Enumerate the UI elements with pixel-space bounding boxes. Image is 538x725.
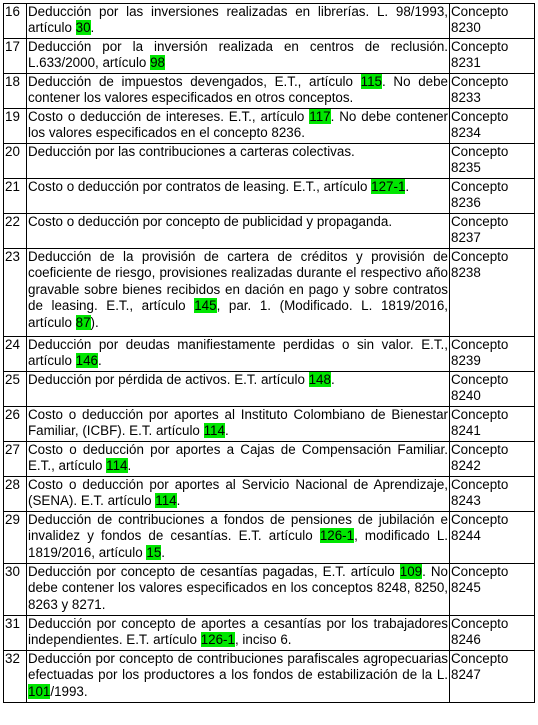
concept-number: 8234 <box>451 125 481 141</box>
concept-code <box>450 616 535 651</box>
concept-code <box>450 214 535 249</box>
description-text: . <box>224 423 229 439</box>
row-description <box>27 564 450 616</box>
description-text: Costo o deducción de intereses. E.T., artículo <box>28 109 310 124</box>
article-reference-highlight: 109 <box>399 564 423 579</box>
article-reference-highlight: 126-1 <box>200 632 235 648</box>
article-reference-highlight: 115 <box>360 74 383 89</box>
table-row <box>4 407 535 442</box>
concept-label: Concepto <box>451 407 509 422</box>
concept-label: Concepto <box>451 564 509 579</box>
table-row <box>4 74 535 109</box>
table-row <box>4 442 535 477</box>
concept-code <box>450 651 535 703</box>
concept-code <box>450 74 535 109</box>
description-text: Deducción por deudas manifiestamente perdidas o sin valor. E.T., artículo <box>28 337 448 369</box>
concept-label: Concepto <box>451 109 509 124</box>
description-text: . <box>176 493 181 509</box>
row-number: 29 <box>4 512 27 564</box>
row-description <box>27 651 450 703</box>
description-text: . No debe contener los valores especificados en otros conceptos. <box>28 74 448 106</box>
row-description <box>27 109 450 144</box>
concept-label: Concepto <box>451 512 509 527</box>
concept-code <box>450 477 535 512</box>
concept-number: 8230 <box>451 20 481 36</box>
description-text: Deducción por concepto de aportes a cesantías por los trabajadores independientes. E.T. artículo <box>28 616 448 648</box>
article-reference-highlight: 114 <box>203 423 225 439</box>
article-reference-highlight: 114 <box>106 458 128 474</box>
article-reference-highlight: 148 <box>308 372 331 387</box>
concept-code <box>450 4 535 39</box>
table-row <box>4 564 535 616</box>
row-number: 25 <box>4 372 27 407</box>
row-number: 17 <box>4 39 27 74</box>
description-text: Deducción por las inversiones realizadas en librerías. L. 98/1993, artículo <box>28 4 448 36</box>
concept-number: 8237 <box>451 230 481 246</box>
concept-number: 8242 <box>451 458 481 474</box>
description-text: , inciso 6. <box>234 632 292 648</box>
article-reference-highlight: 87 <box>75 314 91 330</box>
concept-code <box>450 144 535 179</box>
concept-label: Concepto <box>451 249 509 264</box>
description-text: . <box>97 353 102 369</box>
description-text: Costo o deducción por concepto de publicidad y propaganda. <box>28 214 393 229</box>
description-text: . <box>90 20 95 36</box>
row-number: 22 <box>4 214 27 249</box>
article-reference-highlight: 30 <box>75 20 91 36</box>
concepts-table-body <box>4 4 535 703</box>
article-reference-highlight: 145 <box>194 298 217 314</box>
description-text: Deducción por concepto de cesantías pagadas, E.T. artículo <box>28 564 400 579</box>
concept-code <box>450 337 535 372</box>
row-number: 18 <box>4 74 27 109</box>
concept-label: Concepto <box>451 651 509 666</box>
article-reference-highlight: 146 <box>75 353 98 369</box>
concept-number: 8243 <box>451 493 481 509</box>
table-row <box>4 214 535 249</box>
table-row <box>4 249 535 337</box>
concept-code <box>450 39 535 74</box>
article-reference-highlight: 114 <box>155 493 177 509</box>
row-description <box>27 442 450 477</box>
row-description <box>27 144 450 179</box>
description-text: Costo o deducción por aportes al Servicio Nacional de Aprendizaje, (SENA). E.T. artículo <box>28 477 448 509</box>
row-description <box>27 337 450 372</box>
row-description <box>27 4 450 39</box>
concept-number: 8244 <box>451 528 481 544</box>
table-row <box>4 109 535 144</box>
description-text: , par. 1. (Modificado. L. 1819/2016, artículo <box>28 298 448 330</box>
row-number: 28 <box>4 477 27 512</box>
concept-label: Concepto <box>451 616 509 631</box>
description-text: Deducción por concepto de contribuciones parafiscales agropecuarias efectuadas por los productores a los fondos de estabilización de la L. <box>28 651 448 683</box>
concept-number: 8235 <box>451 160 481 176</box>
description-text: Deducción de contribuciones a fondos de pensiones de jubilación e invalidez y fondos de cesantías. E.T. artículo <box>28 512 448 544</box>
description-text: Deducción de impuestos devengados, E.T., artículo <box>28 74 361 89</box>
row-description <box>27 407 450 442</box>
row-description <box>27 249 450 337</box>
row-description <box>27 179 450 214</box>
concept-number: 8240 <box>451 388 481 404</box>
concept-code <box>450 109 535 144</box>
concept-label: Concepto <box>451 442 509 457</box>
row-number: 24 <box>4 337 27 372</box>
description-text: Deducción de la provisión de cartera de créditos y provisión de coeficiente de riesgo, provisiones realizadas durante el respectivo año gravable sobre bienes recibidos en dación en pago y sobre contratos de leasing. E.T., artículo <box>28 249 448 314</box>
concept-code <box>450 372 535 407</box>
concept-label: Concepto <box>451 144 509 159</box>
table-row <box>4 651 535 703</box>
row-number: 26 <box>4 407 27 442</box>
concept-code <box>450 512 535 564</box>
article-reference-highlight: 98 <box>150 55 165 71</box>
row-number: 20 <box>4 144 27 179</box>
concept-number: 8245 <box>451 580 481 596</box>
concept-label: Concepto <box>451 477 509 492</box>
description-text: . No debe contener los valores especificados en los conceptos 8248, 8250, 8263 y 8271. <box>28 564 448 612</box>
concept-label: Concepto <box>451 214 509 229</box>
row-number: 21 <box>4 179 27 214</box>
concept-number: 8247 <box>451 667 481 683</box>
description-text: Costo o deducción por contratos de leasing. E.T., artículo <box>28 179 372 194</box>
article-reference-highlight: 127-1 <box>371 179 406 194</box>
table-row <box>4 372 535 407</box>
row-description <box>27 74 450 109</box>
concept-code <box>450 179 535 214</box>
row-number: 32 <box>4 651 27 703</box>
description-text: Deducción por las contribuciones a carteras colectivas. <box>28 144 355 159</box>
table-row <box>4 144 535 179</box>
row-description <box>27 372 450 407</box>
description-text: Costo o deducción por aportes al Instituto Colombiano de Bienestar Familiar, (ICBF). E.T. artículo <box>28 407 448 439</box>
concept-label: Concepto <box>451 337 509 352</box>
row-description <box>27 512 450 564</box>
row-number: 23 <box>4 249 27 337</box>
concept-code <box>450 442 535 477</box>
concept-code <box>450 249 535 337</box>
table-row <box>4 179 535 214</box>
row-description <box>27 477 450 512</box>
description-text: . <box>330 372 335 387</box>
description-text: . <box>405 179 410 194</box>
concept-number: 8231 <box>451 55 481 71</box>
row-number: 27 <box>4 442 27 477</box>
row-description <box>27 39 450 74</box>
concept-label: Concepto <box>451 179 509 194</box>
article-reference-highlight: 117 <box>309 109 331 124</box>
concept-number: 8236 <box>451 195 481 211</box>
concept-number: 8241 <box>451 423 481 439</box>
row-number: 30 <box>4 564 27 616</box>
description-text: . No debe contener los valores especificados en el concepto 8236. <box>28 109 448 141</box>
article-reference-highlight: 15 <box>146 544 162 560</box>
description-text: ). <box>90 314 99 330</box>
description-text: /1993. <box>50 683 88 699</box>
description-text: . <box>161 544 166 560</box>
row-number: 16 <box>4 4 27 39</box>
row-description <box>27 616 450 651</box>
description-text: . <box>127 458 132 474</box>
description-text: , modificado L. 1819/2016, artículo <box>28 528 448 560</box>
description-text: Costo o deducción por aportes a Cajas de Compensación Familiar. E.T., artículo <box>28 442 448 474</box>
row-number: 31 <box>4 616 27 651</box>
concept-label: Concepto <box>451 74 509 89</box>
concept-label: Concepto <box>451 4 509 19</box>
table-row <box>4 39 535 74</box>
table-row <box>4 4 535 39</box>
concept-number: 8246 <box>451 632 481 648</box>
row-number: 19 <box>4 109 27 144</box>
concept-number: 8238 <box>451 265 481 281</box>
description-text: Deducción por la inversión realizada en centros de reclusión. L.633/2000, artículo <box>28 39 448 71</box>
concept-label: Concepto <box>451 39 509 54</box>
table-row <box>4 512 535 564</box>
concept-code <box>450 407 535 442</box>
concepts-table <box>3 3 535 703</box>
table-row <box>4 337 535 372</box>
article-reference-highlight: 126-1 <box>319 528 355 544</box>
table-row <box>4 616 535 651</box>
concept-label: Concepto <box>451 372 509 387</box>
description-text: Deducción por pérdida de activos. E.T. artículo <box>28 372 309 387</box>
concept-code <box>450 564 535 616</box>
concept-number: 8239 <box>451 353 481 369</box>
row-description <box>27 214 450 249</box>
article-reference-highlight: 101 <box>28 683 51 699</box>
concept-number: 8233 <box>451 90 481 106</box>
table-row <box>4 477 535 512</box>
